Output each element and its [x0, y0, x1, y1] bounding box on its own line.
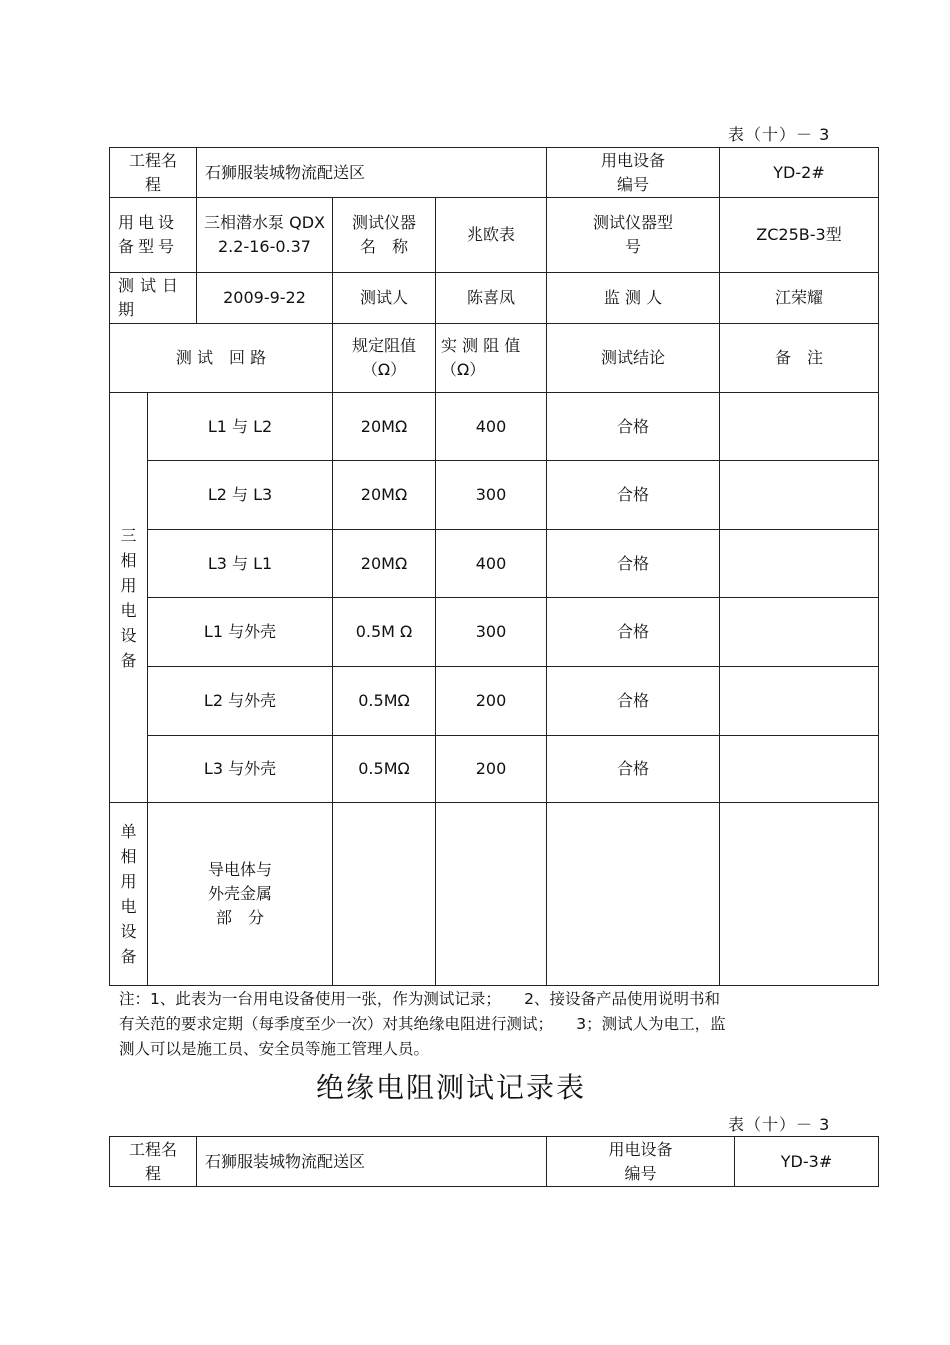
- insulation-test-table-2: [109, 1136, 879, 1187]
- three-phase-label: 三相用电设备: [110, 393, 148, 803]
- form-reference: 表（十）－ 3: [728, 1115, 831, 1134]
- table-row: [110, 803, 879, 986]
- remark-cell: [720, 598, 879, 667]
- circuit-cell: L2 与外壳: [148, 667, 333, 736]
- circuit-cell: L3 与外壳: [148, 736, 333, 803]
- table-row: [110, 461, 879, 530]
- header-remark: 备 注: [720, 324, 879, 393]
- table-row: [110, 667, 879, 736]
- single-circuit-cell: 导电体与 外壳金属 部 分: [148, 803, 333, 986]
- circuit-cell: L2 与 L3: [148, 461, 333, 530]
- spec-cell: 20MΩ: [333, 461, 436, 530]
- circuit-cell: L1 与外壳: [148, 598, 333, 667]
- table-row: [110, 530, 879, 598]
- spec-cell: 20MΩ: [333, 393, 436, 461]
- spec-cell: 0.5MΩ: [333, 667, 436, 736]
- project-label: 工程名程: [110, 148, 197, 198]
- remark-cell: [720, 530, 879, 598]
- instrument-name-label: 测试仪器名 称: [333, 198, 436, 273]
- spec-cell: [333, 803, 436, 986]
- conclusion-cell: 合格: [547, 667, 720, 736]
- remark-cell: [720, 393, 879, 461]
- project-value: 石狮服装城物流配送区: [197, 148, 547, 198]
- insulation-test-table: [109, 147, 879, 986]
- header-conclusion: 测试结论: [547, 324, 720, 393]
- circuit-cell: L1 与 L2: [148, 393, 333, 461]
- instrument-model-label: 测试仪器型 号: [547, 198, 720, 273]
- remark-cell: [720, 667, 879, 736]
- device-no-value: YD-2#: [720, 148, 879, 198]
- device-no-label: 用电设备编号: [547, 1137, 735, 1187]
- tester-label: 测试人: [333, 273, 436, 324]
- remark-cell: [720, 803, 879, 986]
- conclusion-cell: 合格: [547, 736, 720, 803]
- measured-cell: 300: [436, 461, 547, 530]
- supervisor-label: 监 测 人: [547, 273, 720, 324]
- spec-cell: 0.5M Ω: [333, 598, 436, 667]
- form-reference: 表（十）－ 3: [728, 125, 831, 144]
- table-row: [110, 598, 879, 667]
- supervisor-value: 江荣耀: [720, 273, 879, 324]
- measured-cell: 200: [436, 736, 547, 803]
- instrument-name-value: 兆欧表: [436, 198, 547, 273]
- header-measured: 实 测 阻 值（Ω）: [436, 324, 547, 393]
- conclusion-cell: 合格: [547, 530, 720, 598]
- conclusion-cell: 合格: [547, 393, 720, 461]
- project-value: 石狮服装城物流配送区: [197, 1137, 547, 1187]
- device-model-value: 三相潜水泵 QDX2.2-16-0.37: [197, 198, 333, 273]
- spec-cell: 20MΩ: [333, 530, 436, 598]
- note-line: 测人可以是施工员、安全员等施工管理人员。: [119, 1040, 430, 1058]
- measured-cell: 300: [436, 598, 547, 667]
- instrument-model-value: ZC25B-3型: [720, 198, 879, 273]
- header-circuit: 测 试 回 路: [110, 324, 333, 393]
- device-no-value: YD-3#: [735, 1137, 879, 1187]
- spec-cell: 0.5MΩ: [333, 736, 436, 803]
- header-spec: 规定阻值（Ω）: [333, 324, 436, 393]
- note-line: 有关范的要求定期（每季度至少一次）对其绝缘电阻进行测试； 3；测试人为电工，监: [119, 1015, 726, 1033]
- measured-cell: [436, 803, 547, 986]
- device-model-label: 用电设备型号: [110, 198, 197, 273]
- measured-cell: 400: [436, 530, 547, 598]
- project-label: 工程名程: [110, 1137, 197, 1187]
- conclusion-cell: 合格: [547, 598, 720, 667]
- remark-cell: [720, 736, 879, 803]
- test-date-value: 2009-9-22: [197, 273, 333, 324]
- single-phase-label: 单相用电设备: [110, 803, 148, 986]
- note-line: 注：1、此表为一台用电设备使用一张，作为测试记录； 2、接设备产品使用说明书和: [119, 990, 720, 1008]
- remark-cell: [720, 461, 879, 530]
- table-row: [110, 393, 879, 461]
- device-no-label: 用电设备编号: [547, 148, 720, 198]
- circuit-cell: L3 与 L1: [148, 530, 333, 598]
- conclusion-cell: [547, 803, 720, 986]
- page-title: 绝缘电阻测试记录表: [316, 1071, 587, 1104]
- tester-value: 陈喜凤: [436, 273, 547, 324]
- conclusion-cell: 合格: [547, 461, 720, 530]
- test-date-label: 测试日期: [110, 273, 197, 324]
- measured-cell: 200: [436, 667, 547, 736]
- measured-cell: 400: [436, 393, 547, 461]
- table-row: [110, 736, 879, 803]
